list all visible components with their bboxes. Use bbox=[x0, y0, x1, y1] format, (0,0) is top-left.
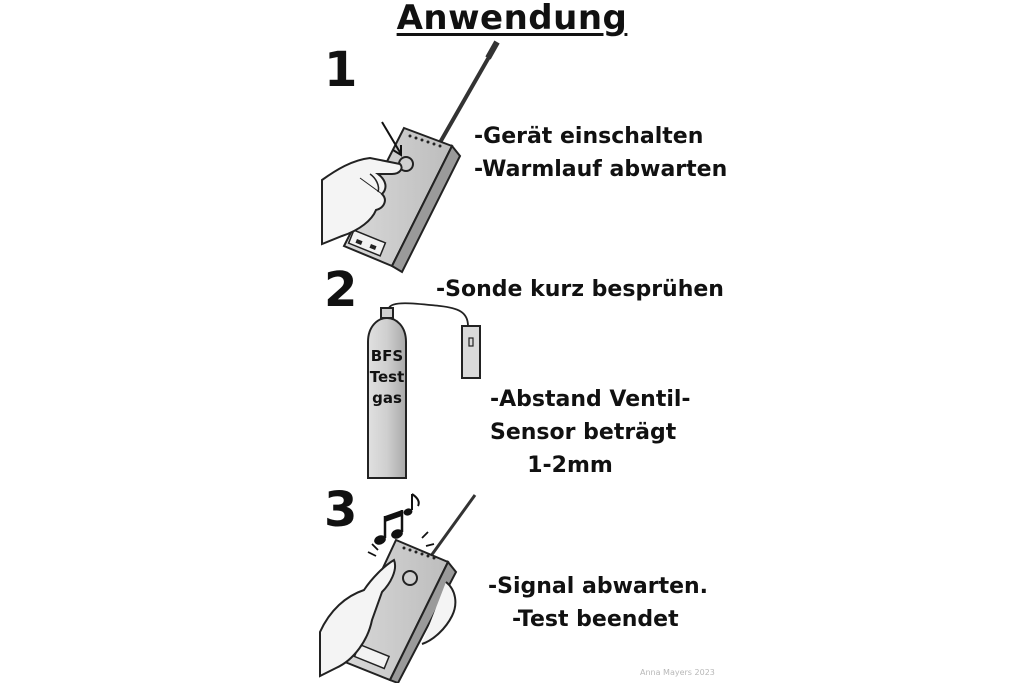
step-2-number: 2 bbox=[324, 262, 358, 318]
step-1-number: 1 bbox=[324, 42, 358, 98]
canister-label-line-2: Test bbox=[369, 368, 405, 386]
step-1-text bbox=[474, 120, 727, 186]
leak-detector-icon bbox=[340, 495, 475, 683]
credit-text: Anna Mayers 2023 bbox=[640, 668, 715, 677]
step-3-number: 3 bbox=[324, 482, 358, 538]
sensor-probe-icon bbox=[462, 326, 480, 378]
page-title: Anwendung bbox=[396, 0, 628, 38]
step-3-line-1: -Signal abwarten. bbox=[488, 574, 709, 599]
step-2-distance-text bbox=[490, 383, 691, 482]
step-2-distance-line-2: Sensor beträgt bbox=[490, 420, 677, 445]
step-1-line-2: -Warmlauf abwarten bbox=[474, 157, 728, 182]
canister-label-line-1: BFS bbox=[370, 347, 404, 365]
canister-label-line-3: gas bbox=[372, 389, 402, 407]
step-2-distance-line-3: 1-2mm bbox=[527, 453, 613, 478]
step-3-line-2: -Test beendet bbox=[512, 607, 679, 632]
canister-label bbox=[366, 346, 408, 409]
step-2-distance-line-1: -Abstand Ventil- bbox=[490, 387, 691, 412]
step-2-text bbox=[436, 273, 724, 306]
step-2-line-1: -Sonde kurz besprühen bbox=[436, 277, 724, 302]
step-3-text bbox=[488, 570, 708, 636]
step-1-line-1: -Gerät einschalten bbox=[474, 124, 704, 149]
